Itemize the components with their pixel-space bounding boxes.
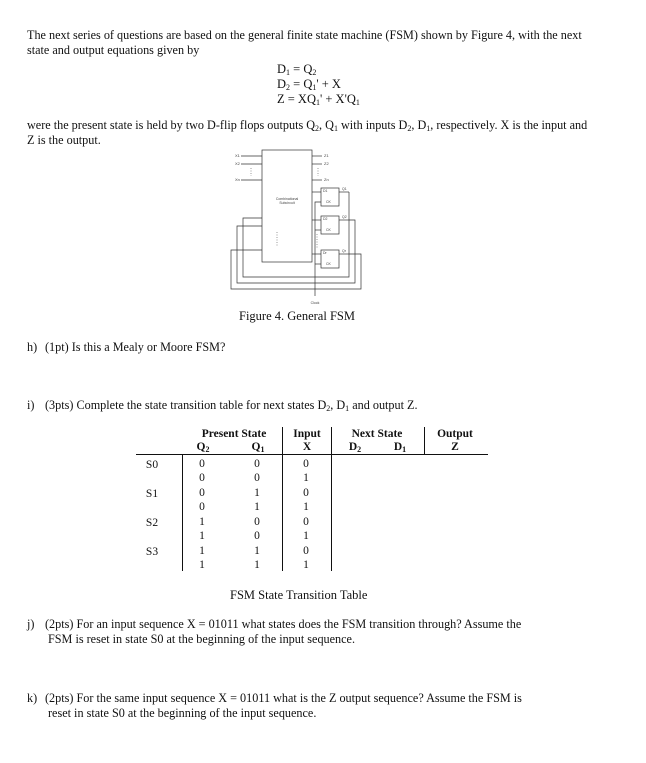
cell-q1: 1 [254, 487, 260, 499]
table-header-rule [136, 454, 488, 455]
input-label-xn: Xn [235, 177, 240, 182]
cell-q2: 1 [199, 530, 205, 542]
clock-label: Clock [310, 301, 320, 305]
equation-d1: $D_1 = Q_2$ [277, 62, 317, 77]
combinational-subcircuit-block [262, 150, 312, 262]
cell-x: 0 [303, 545, 309, 557]
ff1-d-label: D1 [323, 189, 328, 193]
block-label-line1: Combinational [275, 197, 299, 201]
header-present-state: Present State [201, 428, 267, 440]
output-label-z1: Z1 [324, 153, 329, 158]
cell-q1: 1 [254, 545, 260, 557]
cell-q2: 1 [199, 516, 205, 528]
ff2-q-label: Q2 [342, 215, 347, 219]
header-next-state: Next State [351, 428, 403, 440]
output-label-z2: Z2 [324, 161, 329, 166]
table-divider-input [282, 427, 283, 571]
state-label-s1: S1 [145, 488, 159, 500]
cell-x: 0 [303, 458, 309, 470]
cell-q2: 0 [199, 472, 205, 484]
ff2-d-label: D2 [323, 217, 328, 221]
cell-q2: 0 [199, 458, 205, 470]
ff1-q-label: Q1 [342, 187, 347, 191]
cell-x: 0 [303, 516, 309, 528]
output-label-zn: Zn [324, 177, 329, 182]
equation-d2: $D_2 = Q_1' + X$ [277, 77, 341, 92]
definition-paragraph: were the present state is held by two D-flip flops outputs $Q_2$, $Q_1$ with inputs $D_2$, $D_1$, respectively. X is the input and Z is the output. [27, 118, 588, 148]
ffr-d-label: Dr [323, 251, 327, 255]
question-k: k) (2pts) For the same input sequence X = 01011 what is the Z output sequence? Assume the FSM is reset in state S0 at the beginning of the input sequence. [27, 691, 522, 721]
equation-z: $Z = XQ_1' + X'Q_1$ [277, 92, 360, 107]
cell-x: 1 [303, 530, 309, 542]
header-d2: $D_2$ [348, 441, 362, 454]
block-label-line2: Subcircuit [279, 201, 295, 205]
header-input: Input [293, 428, 321, 440]
cell-q1: 0 [254, 530, 260, 542]
input-label-x1: X1 [235, 153, 240, 158]
cell-x: 1 [303, 559, 309, 571]
cell-q2: 1 [199, 559, 205, 571]
fsm-diagram [225, 146, 375, 311]
table-divider-output [424, 427, 425, 455]
feedback-line-q2 [237, 220, 355, 283]
question-i: i) (3pts) Complete the state transition table for next states $D_2$, $D_1$ and output Z. [27, 398, 418, 413]
feedback-line-q1 [243, 192, 349, 277]
cell-q1: 0 [254, 516, 260, 528]
header-q1: $Q_1$ [251, 441, 265, 454]
header-d1: $D_1$ [393, 441, 407, 454]
state-label-s3: S3 [145, 546, 159, 558]
table-caption: FSM State Transition Table [230, 588, 368, 602]
cell-x: 1 [303, 501, 309, 513]
header-z: Z [451, 441, 459, 453]
table-divider-left [182, 454, 183, 571]
header-x: X [302, 441, 312, 453]
ff2-clk-label: CK [326, 228, 331, 232]
intro-paragraph: The next series of questions are based on the general finite state machine (FSM) shown by Figure 4, with the next state and output equations given by [27, 28, 582, 58]
cell-q2: 0 [199, 501, 205, 513]
cell-q1: 0 [254, 458, 260, 470]
state-label-s2: S2 [145, 517, 159, 529]
question-j: j) (2pts) For an input sequence X = 01011 what states does the FSM transition through? Assume the FSM is reset in state S0 at the beginning of the input sequence. [27, 617, 522, 647]
cell-q1: 1 [254, 559, 260, 571]
cell-x: 1 [303, 472, 309, 484]
header-q2: $Q_2$ [196, 441, 210, 454]
ff1-clk-label: CK [326, 200, 331, 204]
cell-x: 0 [303, 487, 309, 499]
cell-q1: 0 [254, 472, 260, 484]
question-h: h) (1pt) Is this a Mealy or Moore FSM? [27, 340, 226, 354]
cell-q2: 0 [199, 487, 205, 499]
table-divider-next [331, 427, 332, 571]
state-label-s0: S0 [145, 459, 159, 471]
ffr-q-label: Qr [342, 249, 346, 253]
header-output: Output [437, 428, 473, 440]
input-label-x2: X2 [235, 161, 240, 166]
cell-q2: 1 [199, 545, 205, 557]
ffr-clk-label: CK [326, 262, 331, 266]
cell-q1: 1 [254, 501, 260, 513]
figure-caption: Figure 4. General FSM [239, 309, 355, 323]
